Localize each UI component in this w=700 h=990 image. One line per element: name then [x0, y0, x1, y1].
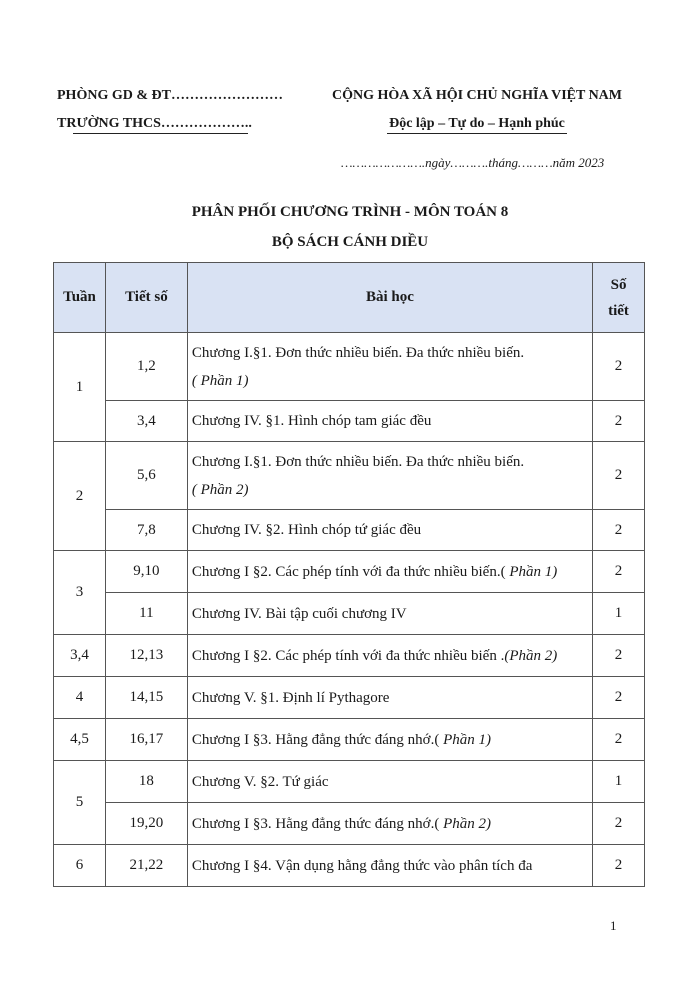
- lesson-text: Chương I.§1. Đơn thức nhiều biến. Đa thức nhiều biến.: [191, 344, 525, 361]
- lesson-part: Phần 2): [439, 815, 492, 832]
- lesson-cell: [187, 719, 592, 761]
- period-cell: 3,4: [105, 401, 187, 442]
- period-cell: 18: [105, 761, 187, 803]
- count-cell: 2: [593, 333, 645, 401]
- table-row: [54, 677, 645, 719]
- document-subtitle: BỘ SÁCH CÁNH DIỀU: [271, 234, 429, 250]
- school-underline: [73, 133, 248, 134]
- period-header: Tiết số: [105, 263, 187, 333]
- date-line: ………………….ngày……….tháng………năm 2023: [341, 155, 605, 170]
- count-cell: 2: [593, 635, 645, 677]
- page-number: 1: [610, 918, 617, 933]
- curriculum-table: [53, 262, 645, 887]
- lesson-cell: [187, 803, 592, 845]
- week-cell: 5: [54, 761, 106, 845]
- count-header-line1: Số: [610, 276, 627, 293]
- lesson-cell: Chương I §4. Vận dụng hằng đẳng thức vào phân tích đa: [187, 845, 592, 887]
- week-header: Tuần: [54, 263, 106, 333]
- table-row: [54, 803, 645, 845]
- lesson-part: (Phần 2): [504, 647, 558, 664]
- lesson-text: Chương I §3. Hằng đẳng thức đáng nhớ.(: [191, 731, 440, 748]
- period-cell: 11: [105, 593, 187, 635]
- period-cell: 1,2: [105, 333, 187, 401]
- lesson-cell: Chương V. §2. Tứ giác: [187, 761, 592, 803]
- school-label: TRƯỜNG THCS………………..: [57, 116, 252, 131]
- document-title: PHÂN PHỐI CHƯƠNG TRÌNH - MÔN TOÁN 8: [191, 204, 509, 220]
- period-cell: 14,15: [105, 677, 187, 719]
- republic-title: CỘNG HÒA XÃ HỘI CHỦ NGHĨA VIỆT NAM: [331, 88, 622, 103]
- count-cell: 1: [593, 761, 645, 803]
- table-row: [54, 845, 645, 887]
- lesson-cell: Chương IV. Bài tập cuối chương IV: [187, 593, 592, 635]
- lesson-header: Bài học: [187, 263, 592, 333]
- count-cell: 2: [593, 510, 645, 551]
- period-cell: 19,20: [105, 803, 187, 845]
- lesson-cell: [187, 635, 592, 677]
- table-row: [54, 333, 645, 401]
- week-cell: 4: [54, 677, 106, 719]
- week-cell: 1: [54, 333, 106, 442]
- table-row: [54, 510, 645, 551]
- table-row: [54, 442, 645, 510]
- dept-label: PHÒNG GD & ĐT……………………: [57, 88, 283, 103]
- table-row: [54, 761, 645, 803]
- table-row: [54, 593, 645, 635]
- lesson-cell: [187, 551, 592, 593]
- count-header-line2: tiết: [608, 302, 629, 319]
- count-cell: 2: [593, 401, 645, 442]
- count-cell: 2: [593, 442, 645, 510]
- table-header-row: [54, 263, 645, 333]
- period-cell: 21,22: [105, 845, 187, 887]
- lesson-text: Chương I §3. Hằng đẳng thức đáng nhớ.(: [191, 815, 440, 832]
- lesson-text: Chương I §2. Các phép tính với đa thức nhiều biến .: [191, 647, 505, 664]
- lesson-cell: Chương IV. §1. Hình chóp tam giác đều: [187, 401, 592, 442]
- lesson-cell: Chương V. §1. Định lí Pythagore: [187, 677, 592, 719]
- lesson-part: Phần 1): [505, 563, 558, 580]
- count-cell: 2: [593, 551, 645, 593]
- table-row: [54, 719, 645, 761]
- week-cell: 2: [54, 442, 106, 551]
- table-row: [54, 635, 645, 677]
- lesson-cell: Chương IV. §2. Hình chóp tứ giác đều: [187, 510, 592, 551]
- count-cell: 2: [593, 845, 645, 887]
- count-cell: 2: [593, 803, 645, 845]
- period-cell: 12,13: [105, 635, 187, 677]
- table-row: [54, 401, 645, 442]
- lesson-part: ( Phần 1): [191, 372, 249, 389]
- count-cell: 2: [593, 677, 645, 719]
- week-cell: 6: [54, 845, 106, 887]
- lesson-part: Phần 1): [439, 731, 492, 748]
- lesson-part: ( Phần 2): [191, 481, 249, 498]
- period-cell: 9,10: [105, 551, 187, 593]
- lesson-cell: [187, 442, 592, 510]
- motto-underline: [387, 133, 567, 134]
- count-cell: 2: [593, 719, 645, 761]
- lesson-text: Chương I.§1. Đơn thức nhiều biến. Đa thức nhiều biến.: [191, 453, 525, 470]
- lesson-cell: [187, 333, 592, 401]
- count-header: [593, 263, 645, 333]
- motto: Độc lập – Tự do – Hạnh phúc: [389, 116, 565, 131]
- lesson-text: Chương I §2. Các phép tính với đa thức nhiều biến.(: [191, 563, 506, 580]
- period-cell: 5,6: [105, 442, 187, 510]
- week-cell: 3: [54, 551, 106, 635]
- period-cell: 16,17: [105, 719, 187, 761]
- week-cell: 4,5: [54, 719, 106, 761]
- period-cell: 7,8: [105, 510, 187, 551]
- week-cell: 3,4: [54, 635, 106, 677]
- table-row: [54, 551, 645, 593]
- count-cell: 1: [593, 593, 645, 635]
